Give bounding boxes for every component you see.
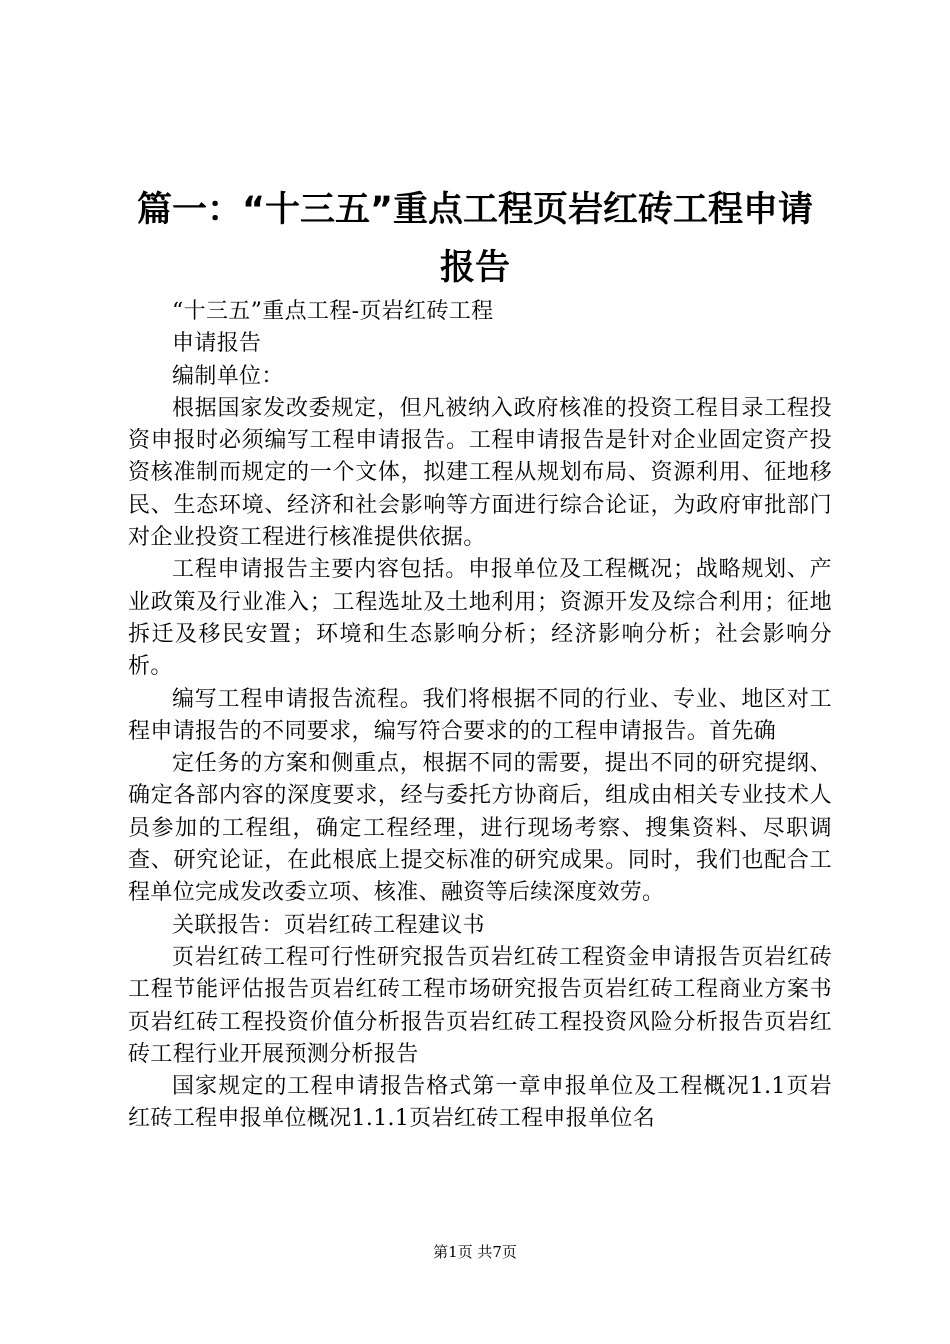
paragraph-intro: 根据国家发改委规定，但凡被纳入政府核准的投资工程目录工程投资申报时必须编写工程申请报告。工程申请报告是针对企业固定资产投资核准制而规定的一个文体，拟建工程从规划布局、资源利用、征地移民、生态环境、经济和社会影响等方面进行综合论证，为政府审批部门对企业投资工程进行核准提供依据。	[128, 395, 832, 551]
paragraph-compiler: 编制单位：	[172, 363, 284, 389]
paragraph-contents: 工程申请报告主要内容包括。申报单位及工程概况；战略规划、产业政策及行业准入；工程选址及土地利用；资源开发及综合利用；征地拆迁及移民安置；环境和生态影响分析；经济影响分析；社会影响分析。	[128, 557, 832, 680]
paragraph-process: 编写工程申请报告流程。我们将根据不同的行业、专业、地区对工程申请报告的不同要求，编写符合要求的的工程申请报告。首先确	[128, 686, 832, 744]
document-body	[128, 296, 832, 1136]
document-title-line-2: 报告	[439, 248, 510, 288]
paragraph-subtitle: “十三五”重点工程-页岩红砖工程	[172, 299, 494, 324]
paragraph-format: 国家规定的工程申请报告格式第一章申报单位及工程概况1.1页岩红砖工程申报单位概况1.1.1页岩红砖工程申报单位名	[128, 1074, 832, 1132]
paragraph-report-list: 页岩红砖工程可行性研究报告页岩红砖工程资金申请报告页岩红砖工程节能评估报告页岩红砖工程市场研究报告页岩红砖工程商业方案书页岩红砖工程投资价值分析报告页岩红砖工程投资风险分析报告页岩红砖工程行业开展预测分析报告	[128, 944, 832, 1067]
document-title-line-1: 篇一：“十三五”重点工程页岩红砖工程申请	[136, 190, 813, 230]
paragraph-tasks: 定任务的方案和侧重点，根据不同的需要，提出不同的研究提纲、确定各部内容的深度要求，经与委托方协商后，组成由相关专业技术人员参加的工程组，确定工程经理，进行现场考察、搜集资料、尽职调查、研究论证，在此根底上提交标准的研究成果。同时，我们也配合工程单位完成发改委立项、核准、融资等后续深度效劳。	[128, 751, 832, 906]
paragraph-related: 关联报告：页岩红砖工程建议书	[172, 912, 485, 938]
page-number: 第1页 共7页	[433, 1243, 517, 1261]
paragraph-report-label: 申请报告	[172, 331, 262, 357]
